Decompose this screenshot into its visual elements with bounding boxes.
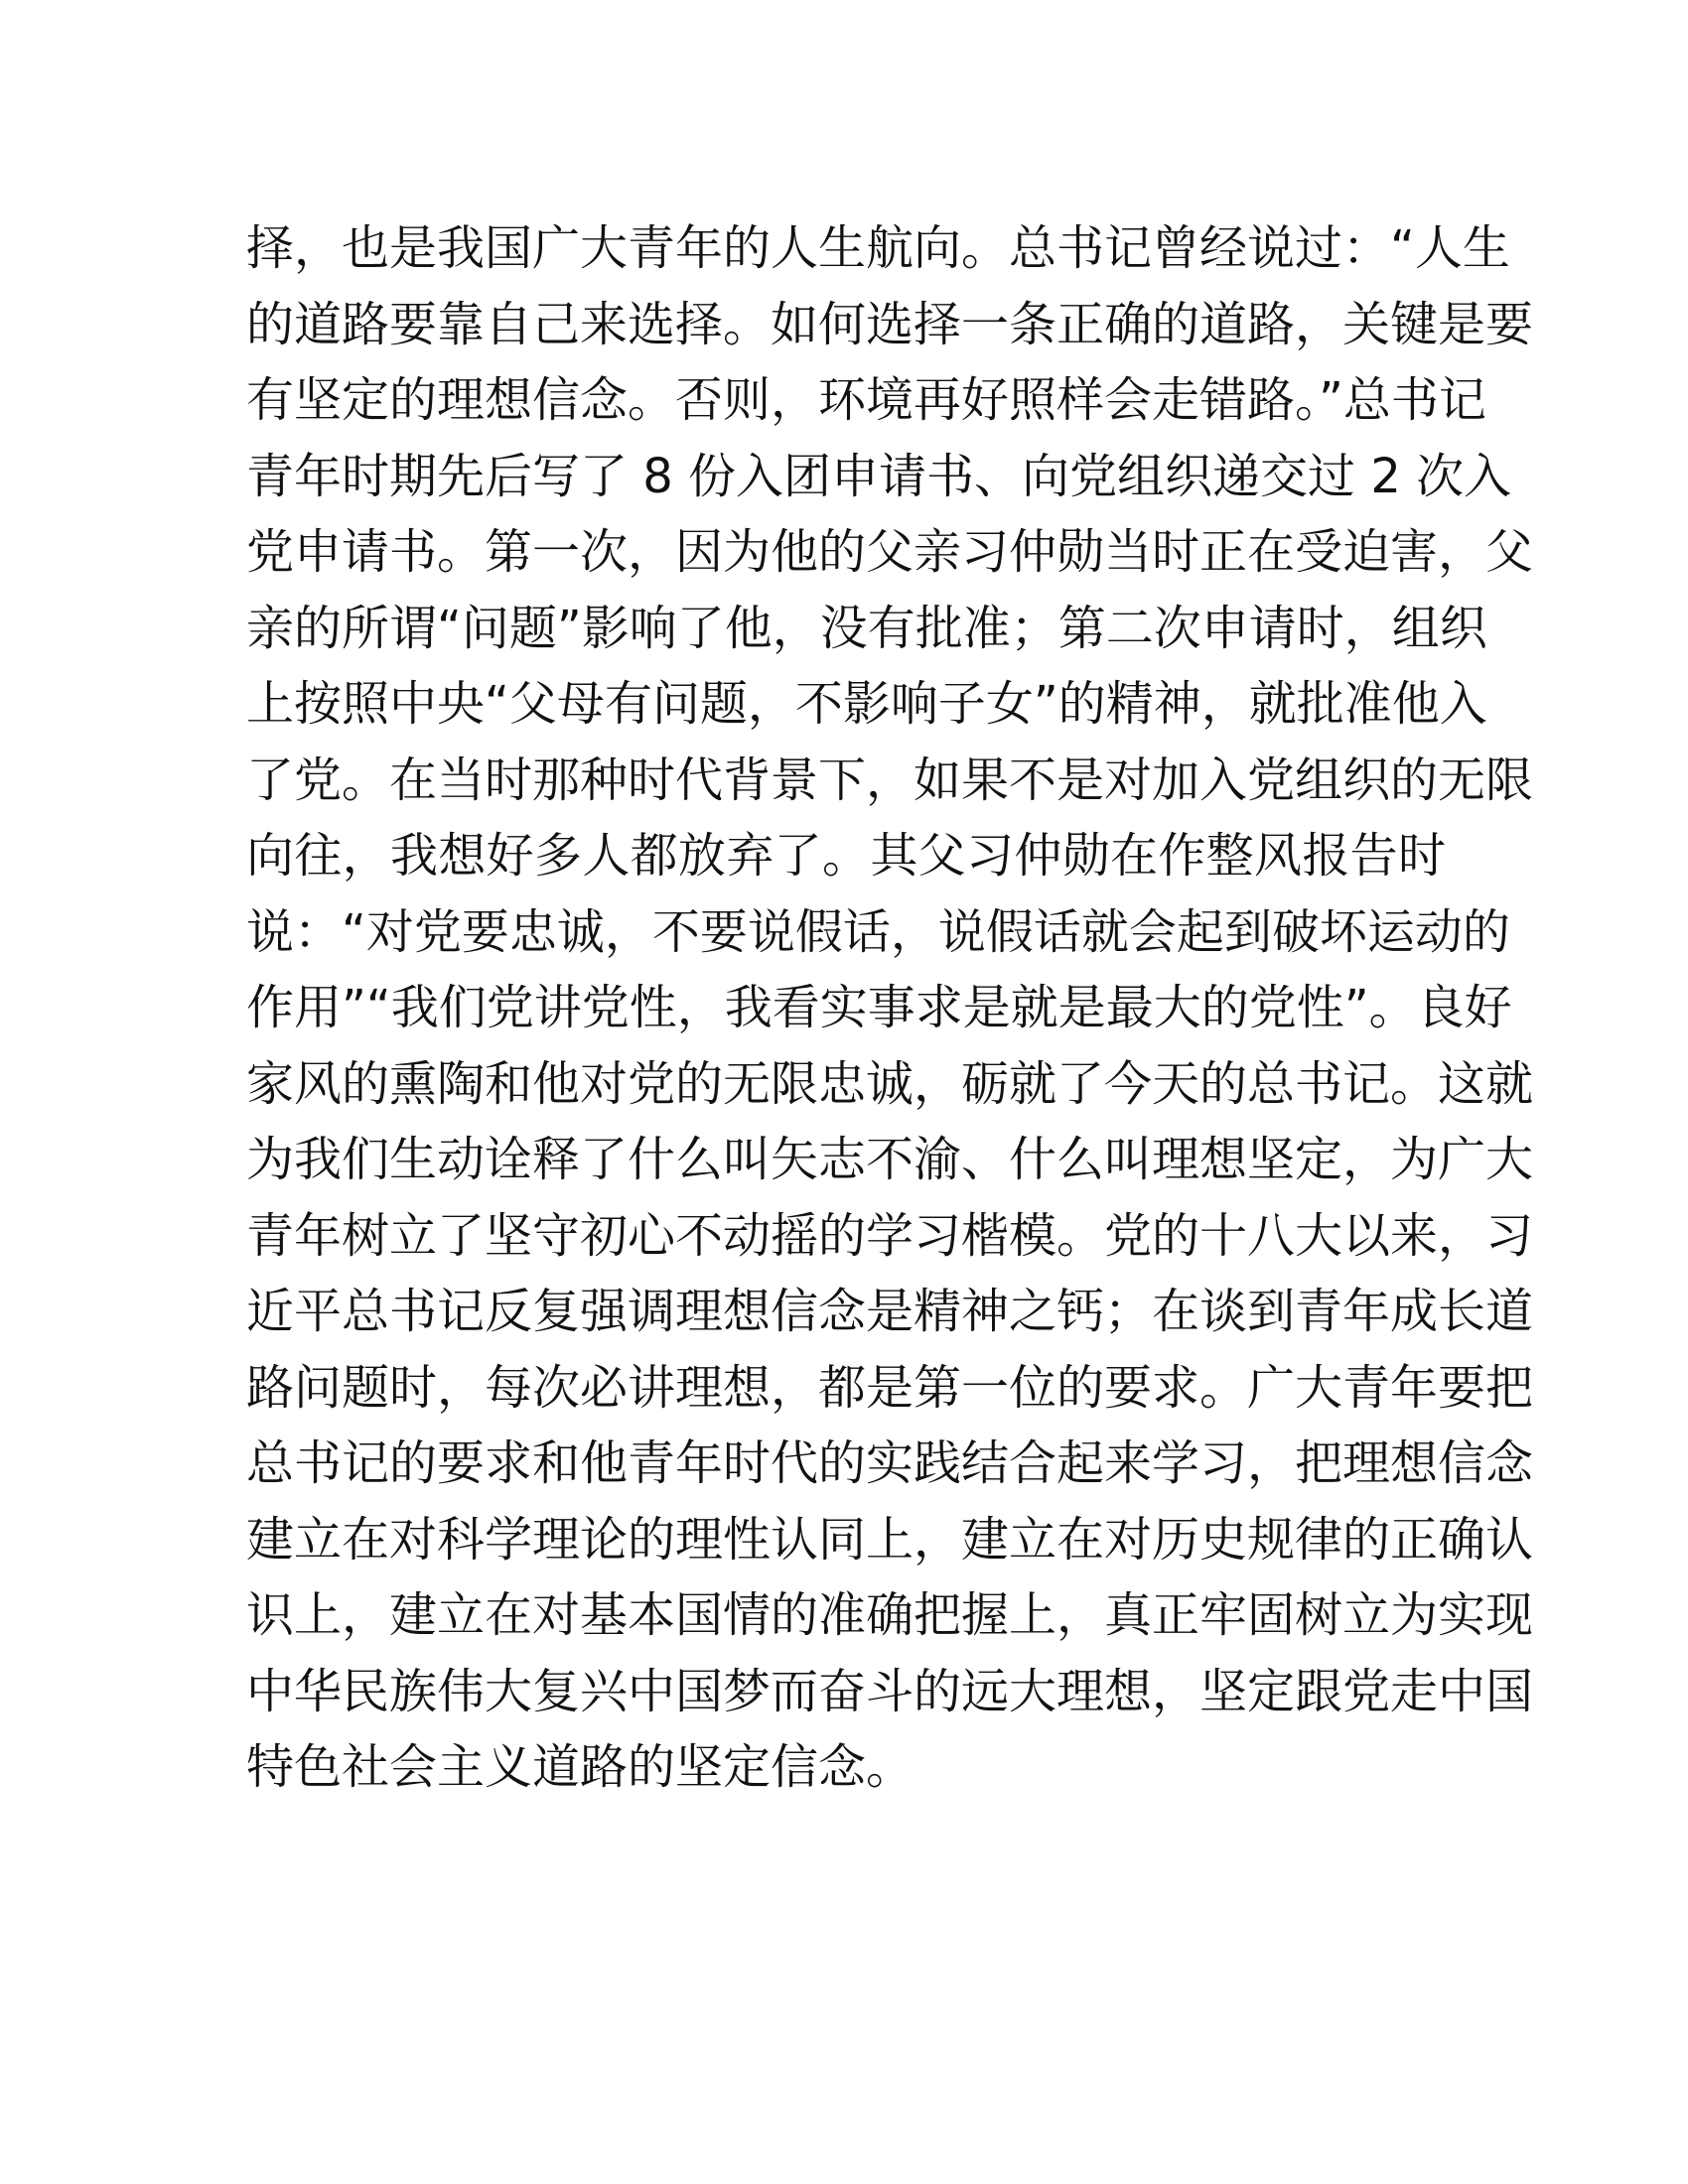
text-line: 亲的所谓“问题”影响了他，没有批准；第二次申请时，组织	[246, 600, 1487, 656]
text-line: 中华民族伟大复兴中国梦而奋斗的远大理想，坚定跟党走中国	[246, 1663, 1534, 1719]
text-line: 青年时期先后写了 8 份入团申请书、向党组织递交过 2 次入	[246, 448, 1512, 504]
text-line: 有坚定的理想信念。否则，环境再好照样会走错路。”总书记	[246, 372, 1486, 428]
text-line: 了党。在当时那种时代背景下，如果不是对加入党组织的无限	[246, 751, 1534, 808]
text-line: 向往，我想好多人都放弃了。其父习仲勋在作整风报告时	[246, 828, 1446, 884]
text-line: 上按照中央“父母有问题，不影响子女”的精神，就批准他入	[246, 676, 1487, 732]
text-line: 作用”“我们党讲党性，我看实事求是就是最大的党性”。良好	[246, 980, 1512, 1035]
text-line: 家风的熏陶和他对党的无限忠诚，砺就了今天的总书记。这就	[246, 1055, 1534, 1112]
text-line: 为我们生动诠释了什么叫矢志不渝、什么叫理想坚定，为广大	[246, 1132, 1534, 1187]
text-line: 路问题时，每次必讲理想，都是第一位的要求。广大青年要把	[246, 1359, 1534, 1416]
text-line: 择，也是我国广大青年的人生航向。总书记曾经说过：“人生	[246, 220, 1510, 276]
text-line: 的道路要靠自己来选择。如何选择一条正确的道路，关键是要	[246, 296, 1534, 352]
body-paragraph	[246, 210, 1534, 1806]
text-line: 建立在对科学理论的理性认同上，建立在对历史规律的正确认	[246, 1511, 1534, 1568]
text-line: 说：“对党要忠诚，不要说假话，说假话就会起到破坏运动的	[246, 903, 1510, 960]
text-line: 党申请书。第一次，因为他的父亲习仲勋当时正在受迫害，父	[246, 524, 1534, 580]
text-line: 识上，建立在对基本国情的准确把握上，真正牢固树立为实现	[246, 1587, 1534, 1643]
text-line: 特色社会主义道路的坚定信念。	[246, 1739, 914, 1795]
text-line: 总书记的要求和他青年时代的实践结合起来学习，把理想信念	[246, 1435, 1534, 1491]
text-line: 青年树立了坚守初心不动摇的学习楷模。党的十八大以来，习	[246, 1207, 1534, 1264]
text-line: 近平总书记反复强调理想信念是精神之钙；在谈到青年成长道	[246, 1284, 1534, 1339]
